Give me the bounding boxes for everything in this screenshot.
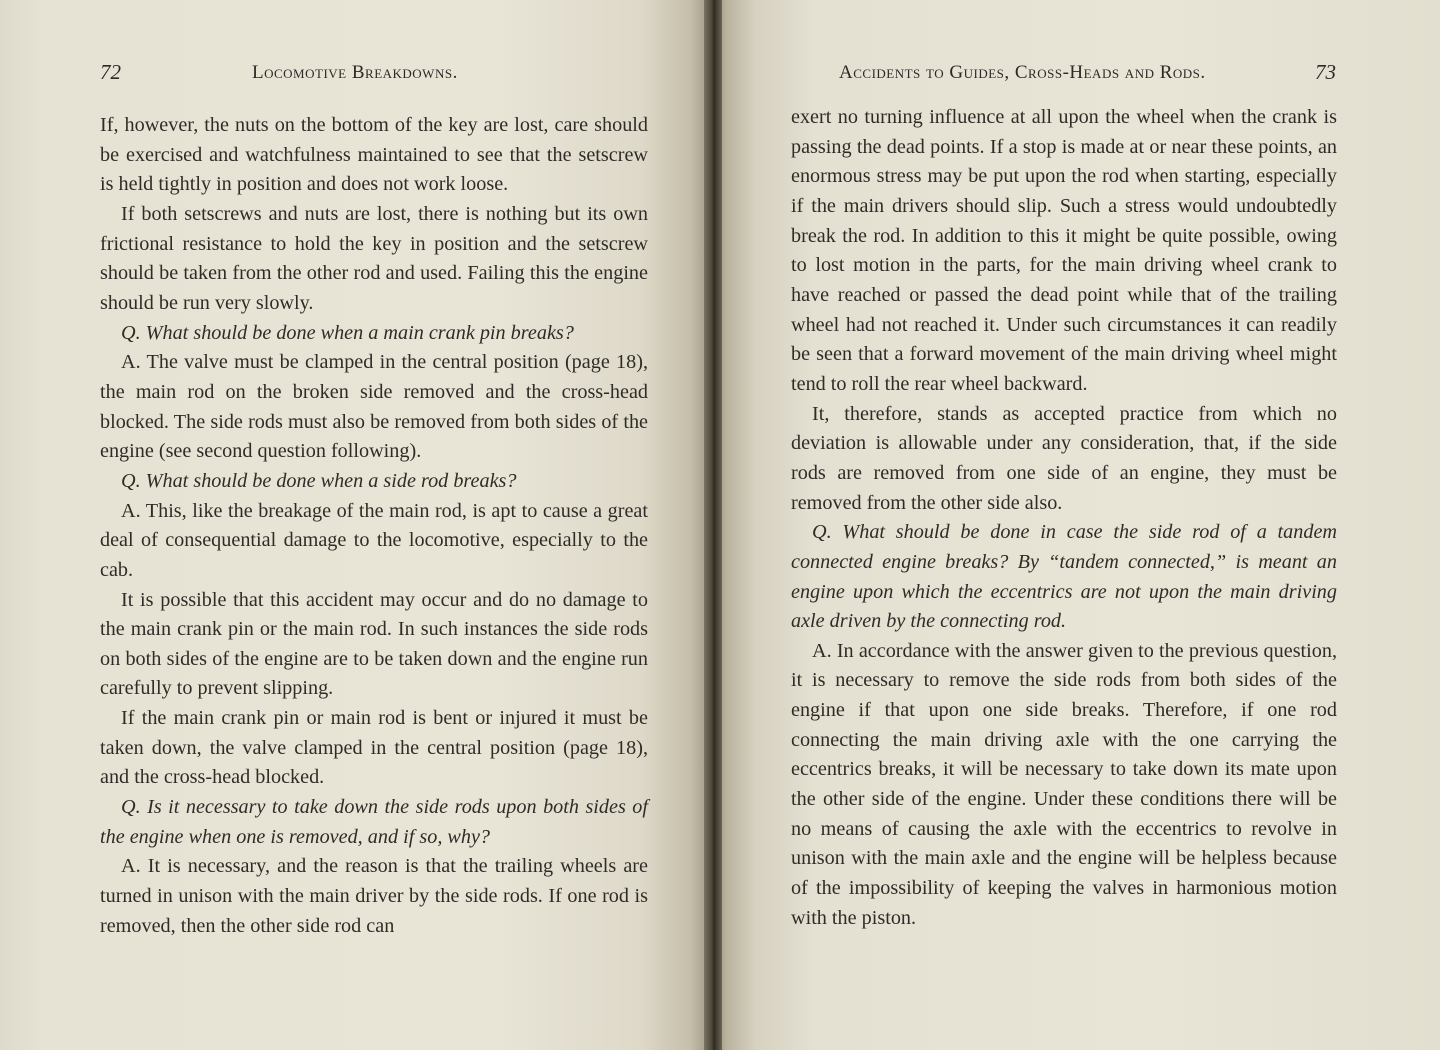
question: Q. What should be done in case the side rod of a tandem connected engine breaks? By “tandem connected,” is meant an engine upon which the eccentrics are not upon the main driving axle driven by the connecting rod. (791, 521, 1337, 633)
paragraph: If both setscrews and nuts are lost, there is nothing but its own frictional resistance to hold the key in position and the setscrew should be taken from the other rod and used. Failing this the engine should be run very slowly. (100, 202, 648, 314)
question: Q. Is it necessary to take down the side rods upon both sides of the engine when one is removed, and if so, why? (100, 796, 648, 848)
question: Q. What should be done when a side rod breaks? (121, 469, 517, 492)
answer: A. In accordance with the answer given to the previous question, it is necessary to remove the side rods from both sides of the engine if that upon one side breaks. Therefore, if one rod connecting the main driving axle with the one carrying the eccentrics breaks, it will be necessary to take down its mate upon the other side of the engine. Under these conditions there will be no means of causing the axle with the eccentrics to revolve in unison with the main axle and the engine will be helpless because of the impossibility of keeping the valves in harmonious motion with the piston. (791, 639, 1337, 929)
paragraph: exert no turning influence at all upon the wheel when the crank is passing the dead points. If a stop is made at or near these points, an enormous stress may be put upon the rod when starting, especially if the main drivers should slip. Such a stress would undoubtedly break the rod. In addition to this it might be quite possible, owing to lost motion in the parts, for the main driving wheel crank to have reached or passed the dead point while that of the trailing wheel had not reached it. Under such circumstances it can readily be seen that a forward movement of the main driving wheel might tend to roll the rear wheel backward. (791, 106, 1337, 395)
right-page-text (791, 103, 1337, 933)
left-page-text (100, 111, 648, 941)
left-running-head: Locomotive Breakdowns. (252, 62, 458, 83)
right-running-head: Accidents to Guides, Cross-Heads and Rods. (839, 62, 1206, 83)
paragraph: If the main crank pin or main rod is bent or injured it must be taken down, the valve clamped in the central position (page 18), and the cross-head blocked. (100, 707, 648, 789)
paragraph: If, however, the nuts on the bottom of the key are lost, care should be exercised and watchfulness maintained to see that the setscrew is held tightly in position and does not work loose. (100, 114, 648, 196)
question: Q. What should be done when a main crank pin breaks? (121, 321, 574, 344)
left-page-number: 72 (100, 60, 121, 84)
paragraph: It is possible that this accident may occur and do no damage to the main crank pin or the main rod. In such instances the side rods on both sides of the engine are to be taken down and the engine run carefully to prevent slipping. (100, 588, 648, 700)
answer: A. The valve must be clamped in the central position (page 18), the main rod on the broken side removed and the cross-head blocked. The side rods must also be removed from both sides of the engine (see second question following). (100, 351, 648, 463)
right-page-number: 73 (1315, 60, 1336, 84)
answer: A. It is necessary, and the reason is that the trailing wheels are turned in unison with the main driver by the side rods. If one rod is removed, then the other side rod can (100, 855, 648, 937)
answer: A. This, like the breakage of the main rod, is apt to cause a great deal of consequential damage to the locomotive, especially to the cab. (100, 499, 648, 581)
paragraph: It, therefore, stands as accepted practice from which no deviation is allowable under any consideration, that, if the side rods are removed from one side of an engine, they must be removed from the other side also. (791, 402, 1337, 514)
left-page (0, 0, 712, 1050)
book-gutter (704, 0, 722, 1050)
